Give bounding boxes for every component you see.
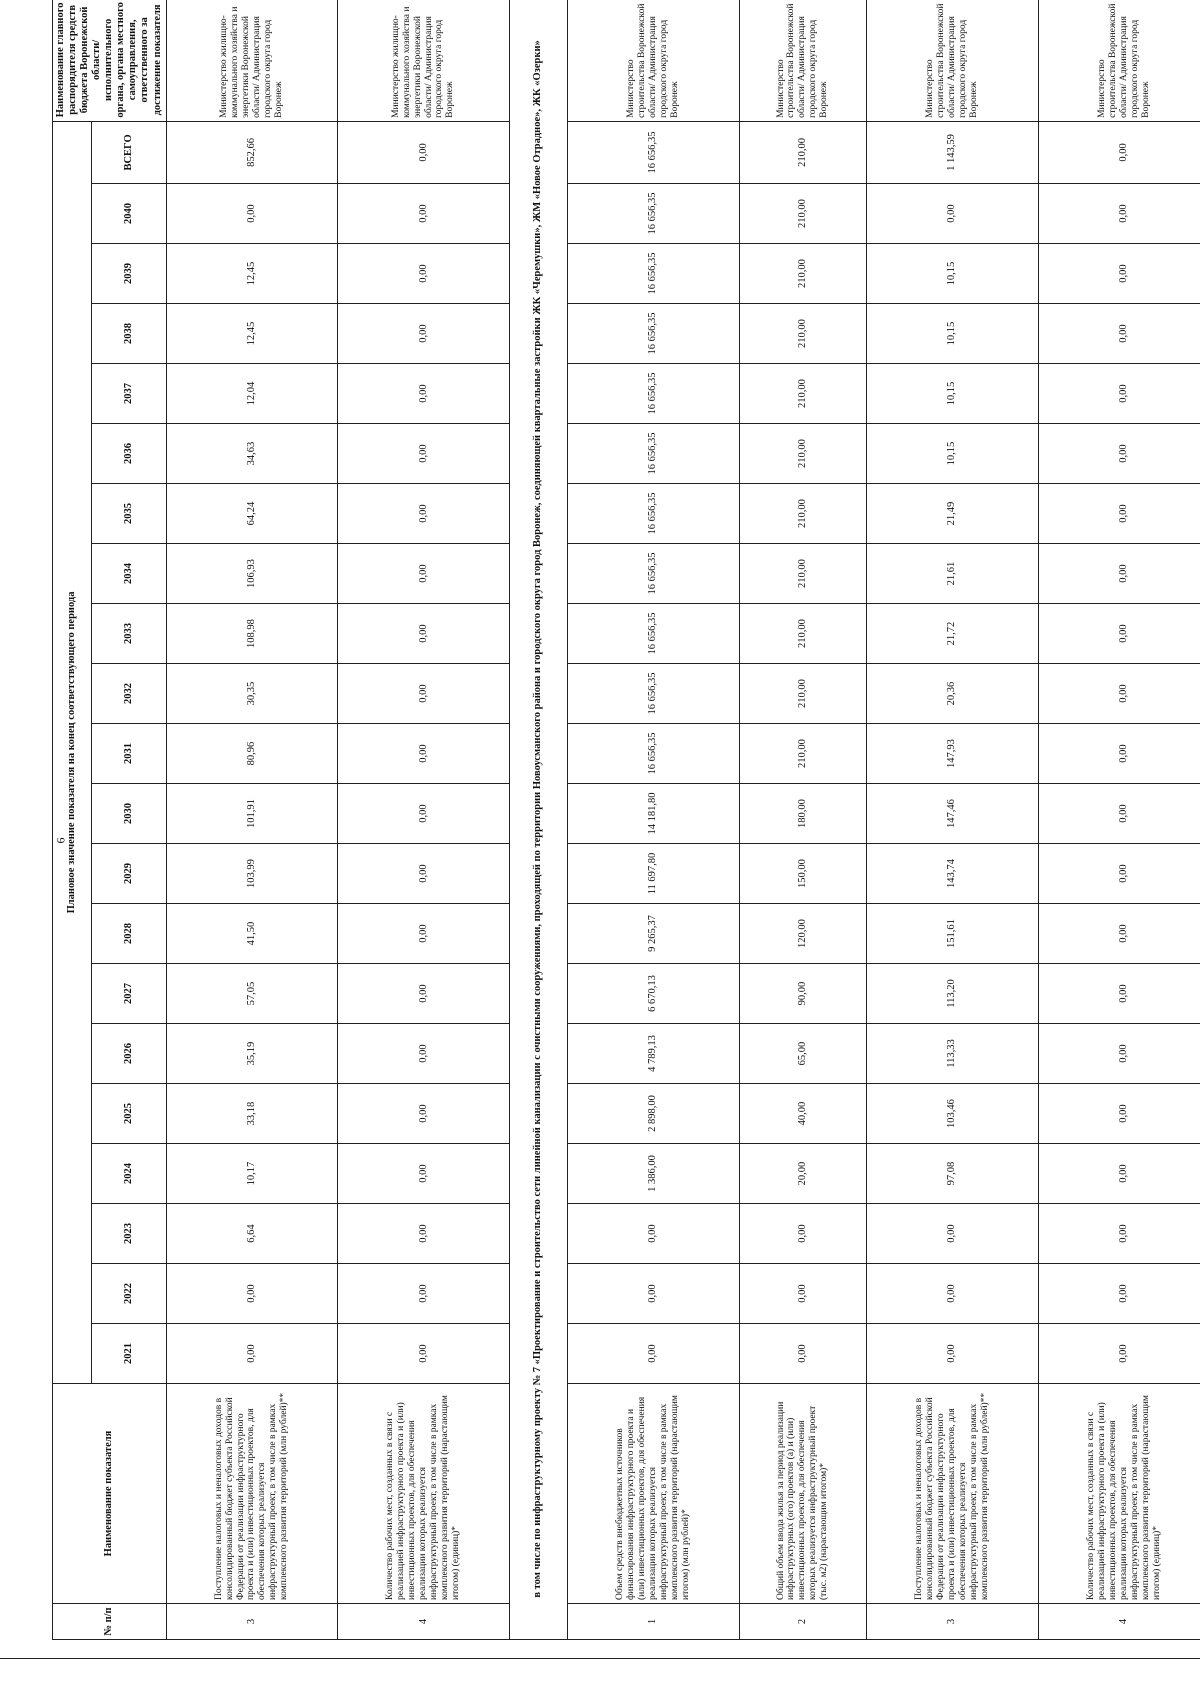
row-value: 57,05 <box>166 964 338 1024</box>
row-value: 210,00 <box>739 664 867 724</box>
row-value: 33,18 <box>166 1084 338 1144</box>
row-value: 16 656,35 <box>567 304 739 364</box>
row-value: 16 656,35 <box>567 724 739 784</box>
row-value: 103,99 <box>166 844 338 904</box>
header-year: 2031 <box>91 724 166 784</box>
row-value: 0,00 <box>1038 424 1200 484</box>
page-number: 6 <box>53 837 68 844</box>
row-value: 14 181,80 <box>567 784 739 844</box>
row-value: 0,00 <box>1038 604 1200 664</box>
row-value: 0,00 <box>1038 1324 1200 1384</box>
row-num: 1 <box>567 1604 739 1640</box>
row-value: 0,00 <box>1038 1144 1200 1204</box>
header-year: 2036 <box>91 424 166 484</box>
row-value: 210,00 <box>739 724 867 784</box>
row-value: 9 265,37 <box>567 904 739 964</box>
header-year: 2024 <box>91 1144 166 1204</box>
row-value: 210,00 <box>739 424 867 484</box>
row-value: 147,46 <box>867 784 1039 844</box>
row-value: 0,00 <box>1038 244 1200 304</box>
row-value: 0,00 <box>1038 844 1200 904</box>
header-year: 2027 <box>91 964 166 1024</box>
row-value: 10,17 <box>166 1144 338 1204</box>
row-value: 0,00 <box>166 184 338 244</box>
row-value: 0,00 <box>166 1324 338 1384</box>
row-value: 0,00 <box>166 1264 338 1324</box>
row-value: 21,61 <box>867 544 1039 604</box>
row-value: 0,00 <box>338 244 510 304</box>
row-value: 210,00 <box>739 604 867 664</box>
row-value: 0,00 <box>1038 364 1200 424</box>
row-value: 80,96 <box>166 724 338 784</box>
row-value: 0,00 <box>1038 1024 1200 1084</box>
row-value: 0,00 <box>867 184 1039 244</box>
row-value: 10,15 <box>867 244 1039 304</box>
row-value: 0,00 <box>338 844 510 904</box>
row-value: 210,00 <box>739 304 867 364</box>
row-value: 210,00 <box>739 244 867 304</box>
row-value: 180,00 <box>739 784 867 844</box>
header-year: 2021 <box>91 1324 166 1384</box>
row-value: 210,00 <box>739 484 867 544</box>
header-year: 2030 <box>91 784 166 844</box>
table-row <box>739 0 867 1640</box>
row-value: 0,00 <box>567 1204 739 1264</box>
row-value: 20,00 <box>739 1144 867 1204</box>
table-row <box>1038 0 1200 1640</box>
row-value: 151,61 <box>867 904 1039 964</box>
bottom-rule <box>0 1658 1200 1659</box>
row-value: 0,00 <box>1038 304 1200 364</box>
row-value: 210,00 <box>739 184 867 244</box>
row-value: 1 386,00 <box>567 1144 739 1204</box>
row-value: 40,00 <box>739 1084 867 1144</box>
row-value: 0,00 <box>1038 724 1200 784</box>
row-value: 113,20 <box>867 964 1039 1024</box>
row-value: 11 697,80 <box>567 844 739 904</box>
row-value: 150,00 <box>739 844 867 904</box>
row-value: 0,00 <box>338 1324 510 1384</box>
row-value: 65,00 <box>739 1024 867 1084</box>
table-row <box>867 0 1039 1640</box>
row-value: 97,08 <box>867 1144 1039 1204</box>
row-value: 0,00 <box>739 1264 867 1324</box>
header-name: Наименование показателя <box>53 1384 167 1604</box>
row-value: 16 656,35 <box>567 364 739 424</box>
header-total: ВСЕГО <box>91 121 166 183</box>
row-value: 113,33 <box>867 1024 1039 1084</box>
rotated-page <box>52 0 1197 1640</box>
row-value: 16 656,35 <box>567 664 739 724</box>
row-value: 0,00 <box>1038 904 1200 964</box>
row-value: 147,93 <box>867 724 1039 784</box>
row-value: 103,46 <box>867 1084 1039 1144</box>
row-value: 0,00 <box>338 904 510 964</box>
row-value: 35,19 <box>166 1024 338 1084</box>
row-responsible: Министерство строительства Воронежской области/ Администрация городского округа город Воронеж <box>867 0 1039 121</box>
row-value: 0,00 <box>1038 1264 1200 1324</box>
row-total: 16 656,35 <box>567 121 739 183</box>
row-num: 2 <box>739 1604 867 1640</box>
header-year: 2035 <box>91 484 166 544</box>
row-value: 0,00 <box>338 184 510 244</box>
row-value: 210,00 <box>739 544 867 604</box>
row-value: 0,00 <box>338 1024 510 1084</box>
row-value: 106,93 <box>166 544 338 604</box>
row-value: 0,00 <box>338 604 510 664</box>
row-value: 0,00 <box>867 1204 1039 1264</box>
table-row <box>166 0 338 1640</box>
row-num: 4 <box>338 1604 510 1640</box>
row-value: 10,15 <box>867 364 1039 424</box>
row-value: 16 656,35 <box>567 484 739 544</box>
row-value: 0,00 <box>1038 1204 1200 1264</box>
header-year: 2026 <box>91 1024 166 1084</box>
row-value: 6 670,13 <box>567 964 739 1024</box>
row-indicator-name: Поступление налоговых и неналоговых доходов в консолидированный бюджет субъекта Российской Федерации от реализации инфраструктурного проекта и (или) инвестиционных проектов, для обеспечения которых реализуется инфраструктурный проект, в том числе в рамках комплексного развития территорий (млн рублей)** <box>867 1384 1039 1604</box>
row-total: 1 143,59 <box>867 121 1039 183</box>
row-value: 21,49 <box>867 484 1039 544</box>
header-year: 2028 <box>91 904 166 964</box>
row-value: 12,45 <box>166 304 338 364</box>
table-row <box>567 0 739 1640</box>
row-value: 143,74 <box>867 844 1039 904</box>
header-year: 2037 <box>91 364 166 424</box>
row-value: 20,36 <box>867 664 1039 724</box>
row-value: 12,04 <box>166 364 338 424</box>
row-value: 0,00 <box>338 1204 510 1264</box>
row-value: 0,00 <box>1038 544 1200 604</box>
row-value: 16 656,35 <box>567 424 739 484</box>
row-value: 16 656,35 <box>567 604 739 664</box>
row-value: 0,00 <box>1038 184 1200 244</box>
row-value: 0,00 <box>1038 964 1200 1024</box>
header-year: 2023 <box>91 1204 166 1264</box>
header-year: 2025 <box>91 1084 166 1144</box>
header-year: 2032 <box>91 664 166 724</box>
row-value: 0,00 <box>867 1264 1039 1324</box>
row-value: 0,00 <box>1038 664 1200 724</box>
row-responsible: Министерство строительства Воронежской области/ Администрация городского округа город Воронеж <box>567 0 739 121</box>
row-value: 0,00 <box>338 664 510 724</box>
row-value: 12,45 <box>166 244 338 304</box>
section-title: в том числе по инфраструктурному проекту № 7 «Проектирование и строительство сети линейной канализации с очистными сооружениями, проходящей по территории Новоусманского района и городского округа город Воронеж, соединяющей квартальные застройки ЖК «Черемушки», ЖМ «Новое Отрадное», ЖК «Озерки» <box>509 0 567 1640</box>
row-value: 0,00 <box>567 1264 739 1324</box>
row-value: 0,00 <box>338 484 510 544</box>
row-value: 108,98 <box>166 604 338 664</box>
row-value: 10,15 <box>867 424 1039 484</box>
row-value: 90,00 <box>739 964 867 1024</box>
row-value: 0,00 <box>739 1204 867 1264</box>
row-num: 3 <box>867 1604 1039 1640</box>
row-num: 3 <box>166 1604 338 1640</box>
row-value: 10,15 <box>867 304 1039 364</box>
row-indicator-name: Поступление налоговых и неналоговых доходов в консолидированный бюджет субъекта Российской Федерации от реализации инфраструктурного проекта и (или) инвестиционных проектов, для обеспечения которых реализуется инфраструктурный проект, в том числе в рамках комплексного развития территорий (млн рублей)** <box>166 1384 338 1604</box>
row-value: 101,91 <box>166 784 338 844</box>
row-value: 0,00 <box>739 1324 867 1384</box>
row-total: 0,00 <box>338 121 510 183</box>
row-value: 30,35 <box>166 664 338 724</box>
row-value: 210,00 <box>739 364 867 424</box>
row-value: 0,00 <box>1038 784 1200 844</box>
row-responsible: Министерство строительства Воронежской области/ Администрация городского округа город Воронеж <box>1038 0 1200 121</box>
row-indicator-name: Количество рабочих мест, созданных в связи с реализацией инфраструктурного проекта и (или) инвестиционных проектов, для обеспечения реализации которых реализуется инфраструктурный проект, в том числе в рамках комплексного развития территорий (нарастающим итогом) (единиц)* <box>338 1384 510 1604</box>
row-value: 16 656,35 <box>567 244 739 304</box>
header-year: 2022 <box>91 1264 166 1324</box>
header-responsible: Наименование главного распорядителя средств бюджета Воронежской области/исполнительного органа, органа местного самоуправления, ответственного за достижение показателя <box>53 0 167 121</box>
row-value: 0,00 <box>338 544 510 604</box>
header-year: 2029 <box>91 844 166 904</box>
header-year: 2039 <box>91 244 166 304</box>
row-value: 0,00 <box>338 304 510 364</box>
row-total: 0,00 <box>1038 121 1200 183</box>
indicators-table <box>52 0 1200 1640</box>
row-value: 0,00 <box>1038 1084 1200 1144</box>
row-num: 4 <box>1038 1604 1200 1640</box>
row-value: 16 656,35 <box>567 184 739 244</box>
row-value: 0,00 <box>338 424 510 484</box>
row-total: 852,66 <box>166 121 338 183</box>
row-value: 6,64 <box>166 1204 338 1264</box>
row-total: 210,00 <box>739 121 867 183</box>
row-value: 41,50 <box>166 904 338 964</box>
row-value: 0,00 <box>338 784 510 844</box>
row-responsible: Министерство жилищно-коммунального хозяйства и энергетики Воронежской области/ Администрация городского округа город Воронеж <box>338 0 510 121</box>
row-value: 64,24 <box>166 484 338 544</box>
row-value: 0,00 <box>867 1324 1039 1384</box>
row-indicator-name: Общий объем ввода жилья за период реализации инфраструктурных (ого) проектов (а) и (или) инвестиционных проектов, для обеспечения которых реализуется инфраструктурный проект (тыс. м2) (нарастающим итогом)* <box>739 1384 867 1604</box>
row-indicator-name: Количество рабочих мест, созданных в связи с реализацией инфраструктурного проекта и (или) инвестиционных проектов, для обеспечения реализации которых реализуется инфраструктурный проект, в том числе в рамках комплексного развития территорий (нарастающим итогом) (единиц)* <box>1038 1384 1200 1604</box>
header-year: 2033 <box>91 604 166 664</box>
table-row <box>338 0 510 1640</box>
row-responsible: Министерство жилищно-коммунального хозяйства и энергетики Воронежской области/ Администрация городского округа город Воронеж <box>166 0 338 121</box>
row-value: 21,72 <box>867 604 1039 664</box>
row-value: 4 789,13 <box>567 1024 739 1084</box>
row-value: 0,00 <box>567 1324 739 1384</box>
row-value: 16 656,35 <box>567 544 739 604</box>
header-num: № п/п <box>53 1604 167 1640</box>
row-value: 0,00 <box>338 1264 510 1324</box>
header-year: 2034 <box>91 544 166 604</box>
row-indicator-name: Объем средств внебюджетных источников финансирования инфраструктурного проекта и (или) инвестиционных проектов, для обеспечения реализации которых реализуется инфраструктурный проект, в том числе в рамках комплексного развития территорий (нарастающим итогом) (млн рублей)* <box>567 1384 739 1604</box>
header-planned: Плановое значение показателя на конец соответствующего периода <box>53 121 92 1383</box>
section-row <box>509 0 567 1640</box>
row-value: 2 898,00 <box>567 1084 739 1144</box>
header-year: 2040 <box>91 184 166 244</box>
row-responsible: Министерство строительства Воронежской области/ Администрация городского округа город Воронеж <box>739 0 867 121</box>
row-value: 34,63 <box>166 424 338 484</box>
row-value: 120,00 <box>739 904 867 964</box>
row-value: 0,00 <box>338 364 510 424</box>
row-value: 0,00 <box>338 1144 510 1204</box>
row-value: 0,00 <box>1038 484 1200 544</box>
row-value: 0,00 <box>338 1084 510 1144</box>
row-value: 0,00 <box>338 724 510 784</box>
header-year: 2038 <box>91 304 166 364</box>
row-value: 0,00 <box>338 964 510 1024</box>
